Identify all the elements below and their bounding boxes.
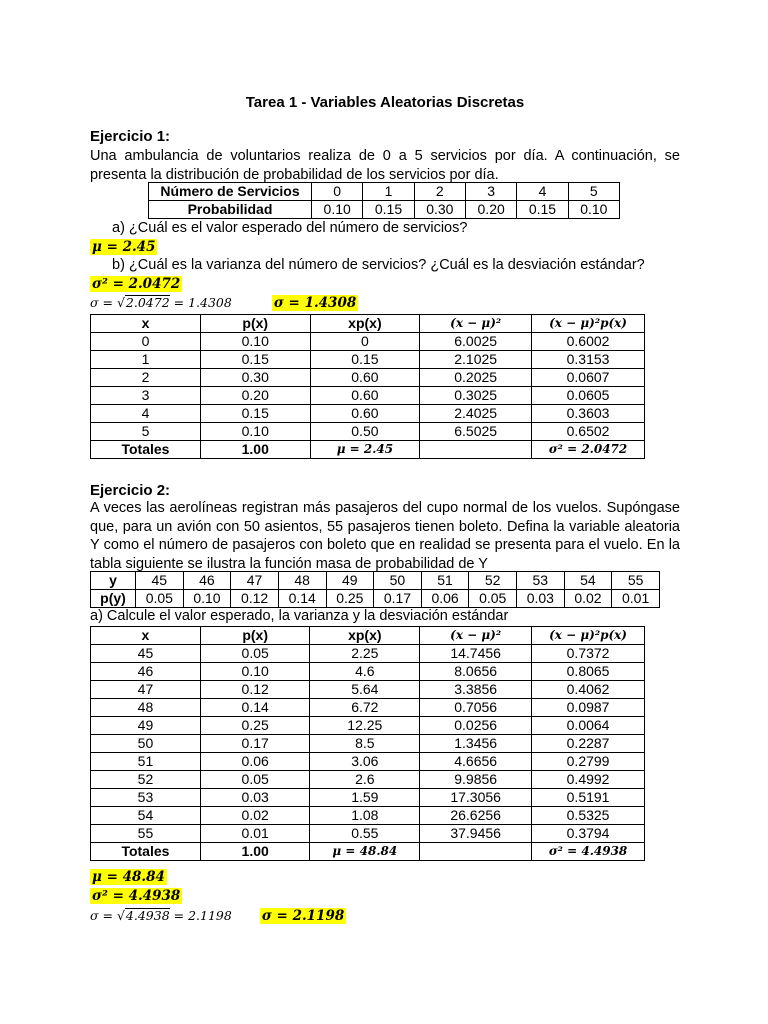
- pmf-y-cell: 54: [564, 572, 612, 590]
- exercise-2-heading: Ejercicio 2:: [90, 482, 171, 499]
- dist-p-cell: 0.10: [312, 201, 363, 219]
- totals-variance: σ² = 4.4938: [532, 843, 645, 861]
- cell: 0.0605: [532, 387, 645, 405]
- cell: 0.10: [200, 423, 310, 441]
- answer-sigma-highlight: σ = 1.4308: [273, 295, 357, 311]
- cell: 0.0064: [532, 717, 645, 735]
- cell: 46: [91, 663, 201, 681]
- col-header-x: x: [91, 315, 201, 333]
- answer-variance-highlight: σ² = 2.0472: [92, 276, 181, 292]
- cell: 4: [91, 405, 201, 423]
- cell: 0: [310, 333, 420, 351]
- pmf-y-cell: 50: [374, 572, 422, 590]
- answer-1b-variance: [90, 276, 182, 292]
- pmf-y-cell: 45: [136, 572, 184, 590]
- dist-x-cell: 1: [363, 183, 414, 201]
- cell: 2.4025: [420, 405, 532, 423]
- col-header-deviation-sq: (x − μ)²: [420, 627, 532, 645]
- cell: 1.3456: [420, 735, 532, 753]
- pmf-table: [90, 571, 660, 608]
- totals-row: [91, 843, 645, 861]
- totals-mean: μ = 2.45: [310, 441, 420, 459]
- dist-p-cell: 0.15: [363, 201, 414, 219]
- pmf-p-cell: 0.01: [612, 590, 660, 608]
- sigma-radicand: 4.4938: [125, 908, 170, 923]
- cell: 0.15: [200, 351, 310, 369]
- cell: 0.2287: [532, 735, 645, 753]
- cell: 52: [91, 771, 201, 789]
- exercise-1-statement: Una ambulancia de voluntarios realiza de 0 a 5 servicios por día. A continuación, se presenta la distribución de probabilidad de los servicios por día.: [90, 148, 680, 183]
- cell: 37.9456: [420, 825, 532, 843]
- cell: 5.64: [310, 681, 420, 699]
- table-row: [91, 681, 645, 699]
- totals-empty: [420, 843, 532, 861]
- cell: 0.14: [200, 699, 310, 717]
- col-header-px: p(x): [200, 627, 310, 645]
- cell: 0.6002: [532, 333, 645, 351]
- cell: 1: [91, 351, 201, 369]
- cell: 0.05: [200, 645, 310, 663]
- table-row: [91, 369, 645, 387]
- totals-empty: [420, 441, 532, 459]
- cell: 0.02: [200, 807, 310, 825]
- table-row: [91, 333, 645, 351]
- service-distribution-table: [148, 182, 620, 219]
- pmf-p-cell: 0.17: [374, 590, 422, 608]
- col-header-weighted-deviation: (x − μ)²p(x): [532, 627, 645, 645]
- cell: 0.8065: [532, 663, 645, 681]
- dist-x-cell: 3: [465, 183, 516, 201]
- cell: 0.0987: [532, 699, 645, 717]
- answer-variance-highlight: σ² = 4.4938: [92, 888, 181, 904]
- answer-mu-highlight: μ = 48.84: [92, 869, 165, 885]
- cell: 2: [91, 369, 201, 387]
- exercise-2-statement: A veces las aerolíneas registran más pasajeros del cupo normal de los vuelos. Supóngase que, para un avión con 50 asientos, 55 pasajeros tienen boleto. Defina la variable aleatoria Y como el número de pasajeros con boleto que en realidad se presenta para el vuelo. En la tabla siguiente se ilustra la función masa de probabilidad de Y: [90, 500, 680, 572]
- col-header-deviation-sq: (x − μ)²: [420, 315, 532, 333]
- cell: 0.6502: [532, 423, 645, 441]
- cell: 0.3603: [532, 405, 645, 423]
- pmf-y-cell: 46: [183, 572, 231, 590]
- dist-p-cell: 0.20: [465, 201, 516, 219]
- dist-label-probability: Probabilidad: [149, 201, 312, 219]
- question-2a: a) Calcule el valor esperado, la varianza y la desviación estándar: [90, 608, 509, 624]
- sigma-formula-result: = 1.4308: [169, 295, 232, 310]
- cell: 0.3794: [532, 825, 645, 843]
- dist-p-cell: 0.10: [568, 201, 619, 219]
- table-row: [91, 351, 645, 369]
- cell: 0.06: [200, 753, 310, 771]
- cell: 47: [91, 681, 201, 699]
- dist-row-probability: [149, 201, 620, 219]
- cell: 0.20: [200, 387, 310, 405]
- cell: 3.3856: [420, 681, 532, 699]
- cell: 0.15: [200, 405, 310, 423]
- table-row: [91, 699, 645, 717]
- cell: 3: [91, 387, 201, 405]
- cell: 53: [91, 789, 201, 807]
- pmf-y-cell: 51: [421, 572, 469, 590]
- cell: 3.06: [310, 753, 420, 771]
- dist-label-services: Número de Servicios: [149, 183, 312, 201]
- totals-variance: σ² = 2.0472: [532, 441, 645, 459]
- pmf-y-cell: 48: [278, 572, 326, 590]
- cell: 0.0607: [532, 369, 645, 387]
- sigma-radicand: 2.0472: [125, 295, 170, 310]
- table-row: [91, 807, 645, 825]
- cell: 12.25: [310, 717, 420, 735]
- table-row: [91, 753, 645, 771]
- answer-2-variance: [90, 888, 182, 904]
- answer-2-mu: [90, 869, 167, 885]
- exercise-1-heading: Ejercicio 1:: [90, 128, 171, 145]
- pmf-p-cell: 0.05: [469, 590, 517, 608]
- cell: 0.7372: [532, 645, 645, 663]
- sigma-formula-result: = 2.1198: [169, 908, 232, 923]
- pmf-row-y: [91, 572, 660, 590]
- pmf-y-cell: 52: [469, 572, 517, 590]
- totals-probability: 1.00: [200, 441, 310, 459]
- totals-mean: μ = 48.84: [310, 843, 420, 861]
- cell: 0: [91, 333, 201, 351]
- cell: 0.60: [310, 405, 420, 423]
- cell: 45: [91, 645, 201, 663]
- cell: 0.2025: [420, 369, 532, 387]
- answer-2-sigma: [90, 908, 346, 924]
- sigma-formula-prefix: σ = √: [90, 908, 125, 923]
- cell: 6.5025: [420, 423, 532, 441]
- cell: 50: [91, 735, 201, 753]
- question-1b: b) ¿Cuál es la varianza del número de servicios? ¿Cuál es la desviación estándar?: [112, 257, 645, 273]
- pmf-y-cell: 55: [612, 572, 660, 590]
- question-1a: a) ¿Cuál es el valor esperado del número de servicios?: [112, 220, 468, 236]
- cell: 0.15: [310, 351, 420, 369]
- cell: 4.6: [310, 663, 420, 681]
- cell: 0.5191: [532, 789, 645, 807]
- cell: 0.30: [200, 369, 310, 387]
- cell: 4.6656: [420, 753, 532, 771]
- cell: 6.0025: [420, 333, 532, 351]
- table-row: [91, 387, 645, 405]
- cell: 0.3025: [420, 387, 532, 405]
- dist-x-cell: 0: [312, 183, 363, 201]
- cell: 0.12: [200, 681, 310, 699]
- col-header-xpx: xp(x): [310, 315, 420, 333]
- exercise-2-computation-table: [90, 626, 645, 861]
- cell: 54: [91, 807, 201, 825]
- cell: 0.0256: [420, 717, 532, 735]
- cell: 0.2799: [532, 753, 645, 771]
- answer-sigma-highlight: σ = 2.1198: [261, 908, 345, 924]
- dist-x-cell: 2: [414, 183, 465, 201]
- cell: 1.08: [310, 807, 420, 825]
- sigma-formula-prefix: σ = √: [90, 295, 125, 310]
- table-row: [91, 789, 645, 807]
- dist-x-cell: 4: [517, 183, 568, 201]
- pmf-p-cell: 0.25: [326, 590, 374, 608]
- cell: 51: [91, 753, 201, 771]
- pmf-p-cell: 0.05: [136, 590, 184, 608]
- cell: 8.5: [310, 735, 420, 753]
- pmf-p-cell: 0.10: [183, 590, 231, 608]
- cell: 0.05: [200, 771, 310, 789]
- dist-row-services: [149, 183, 620, 201]
- cell: 5: [91, 423, 201, 441]
- cell: 0.4062: [532, 681, 645, 699]
- cell: 0.60: [310, 387, 420, 405]
- pmf-p-cell: 0.02: [564, 590, 612, 608]
- cell: 2.1025: [420, 351, 532, 369]
- cell: 17.3056: [420, 789, 532, 807]
- table-row: [91, 663, 645, 681]
- cell: 0.10: [200, 663, 310, 681]
- table-header-row: [91, 627, 645, 645]
- cell: 49: [91, 717, 201, 735]
- dist-x-cell: 5: [568, 183, 619, 201]
- cell: 0.17: [200, 735, 310, 753]
- cell: 55: [91, 825, 201, 843]
- pmf-row-p: [91, 590, 660, 608]
- cell: 26.6256: [420, 807, 532, 825]
- pmf-label-p: p(y): [91, 590, 136, 608]
- totals-row: [91, 441, 645, 459]
- col-header-px: p(x): [200, 315, 310, 333]
- document-title: Tarea 1 - Variables Aleatorias Discretas: [245, 94, 525, 111]
- cell: 0.03: [200, 789, 310, 807]
- pmf-p-cell: 0.06: [421, 590, 469, 608]
- table-row: [91, 771, 645, 789]
- table-row: [91, 423, 645, 441]
- cell: 2.6: [310, 771, 420, 789]
- pmf-y-cell: 47: [231, 572, 279, 590]
- dist-p-cell: 0.15: [517, 201, 568, 219]
- cell: 0.3153: [532, 351, 645, 369]
- pmf-p-cell: 0.12: [231, 590, 279, 608]
- table-row: [91, 735, 645, 753]
- cell: 0.4992: [532, 771, 645, 789]
- table-row: [91, 717, 645, 735]
- cell: 48: [91, 699, 201, 717]
- cell: 9.9856: [420, 771, 532, 789]
- cell: 0.60: [310, 369, 420, 387]
- pmf-y-cell: 49: [326, 572, 374, 590]
- cell: 0.55: [310, 825, 420, 843]
- col-header-x: x: [91, 627, 201, 645]
- cell: 1.59: [310, 789, 420, 807]
- answer-1a: [90, 239, 157, 255]
- dist-p-cell: 0.30: [414, 201, 465, 219]
- exercise-1-computation-table: [90, 314, 645, 459]
- pmf-p-cell: 0.14: [278, 590, 326, 608]
- cell: 0.50: [310, 423, 420, 441]
- cell: 0.10: [200, 333, 310, 351]
- pmf-y-cell: 53: [517, 572, 565, 590]
- totals-probability: 1.00: [200, 843, 310, 861]
- totals-label: Totales: [91, 843, 201, 861]
- cell: 8.0656: [420, 663, 532, 681]
- pmf-p-cell: 0.03: [517, 590, 565, 608]
- totals-label: Totales: [91, 441, 201, 459]
- cell: 0.01: [200, 825, 310, 843]
- table-row: [91, 405, 645, 423]
- table-row: [91, 645, 645, 663]
- cell: 0.25: [200, 717, 310, 735]
- cell: 6.72: [310, 699, 420, 717]
- table-header-row: [91, 315, 645, 333]
- cell: 2.25: [310, 645, 420, 663]
- answer-1b-sigma: [90, 295, 358, 311]
- col-header-xpx: xp(x): [310, 627, 420, 645]
- answer-mu-highlight: μ = 2.45: [92, 239, 156, 255]
- cell: 14.7456: [420, 645, 532, 663]
- cell: 0.5325: [532, 807, 645, 825]
- cell: 0.7056: [420, 699, 532, 717]
- table-row: [91, 825, 645, 843]
- pmf-label-y: y: [91, 572, 136, 590]
- col-header-weighted-deviation: (x − μ)²p(x): [532, 315, 645, 333]
